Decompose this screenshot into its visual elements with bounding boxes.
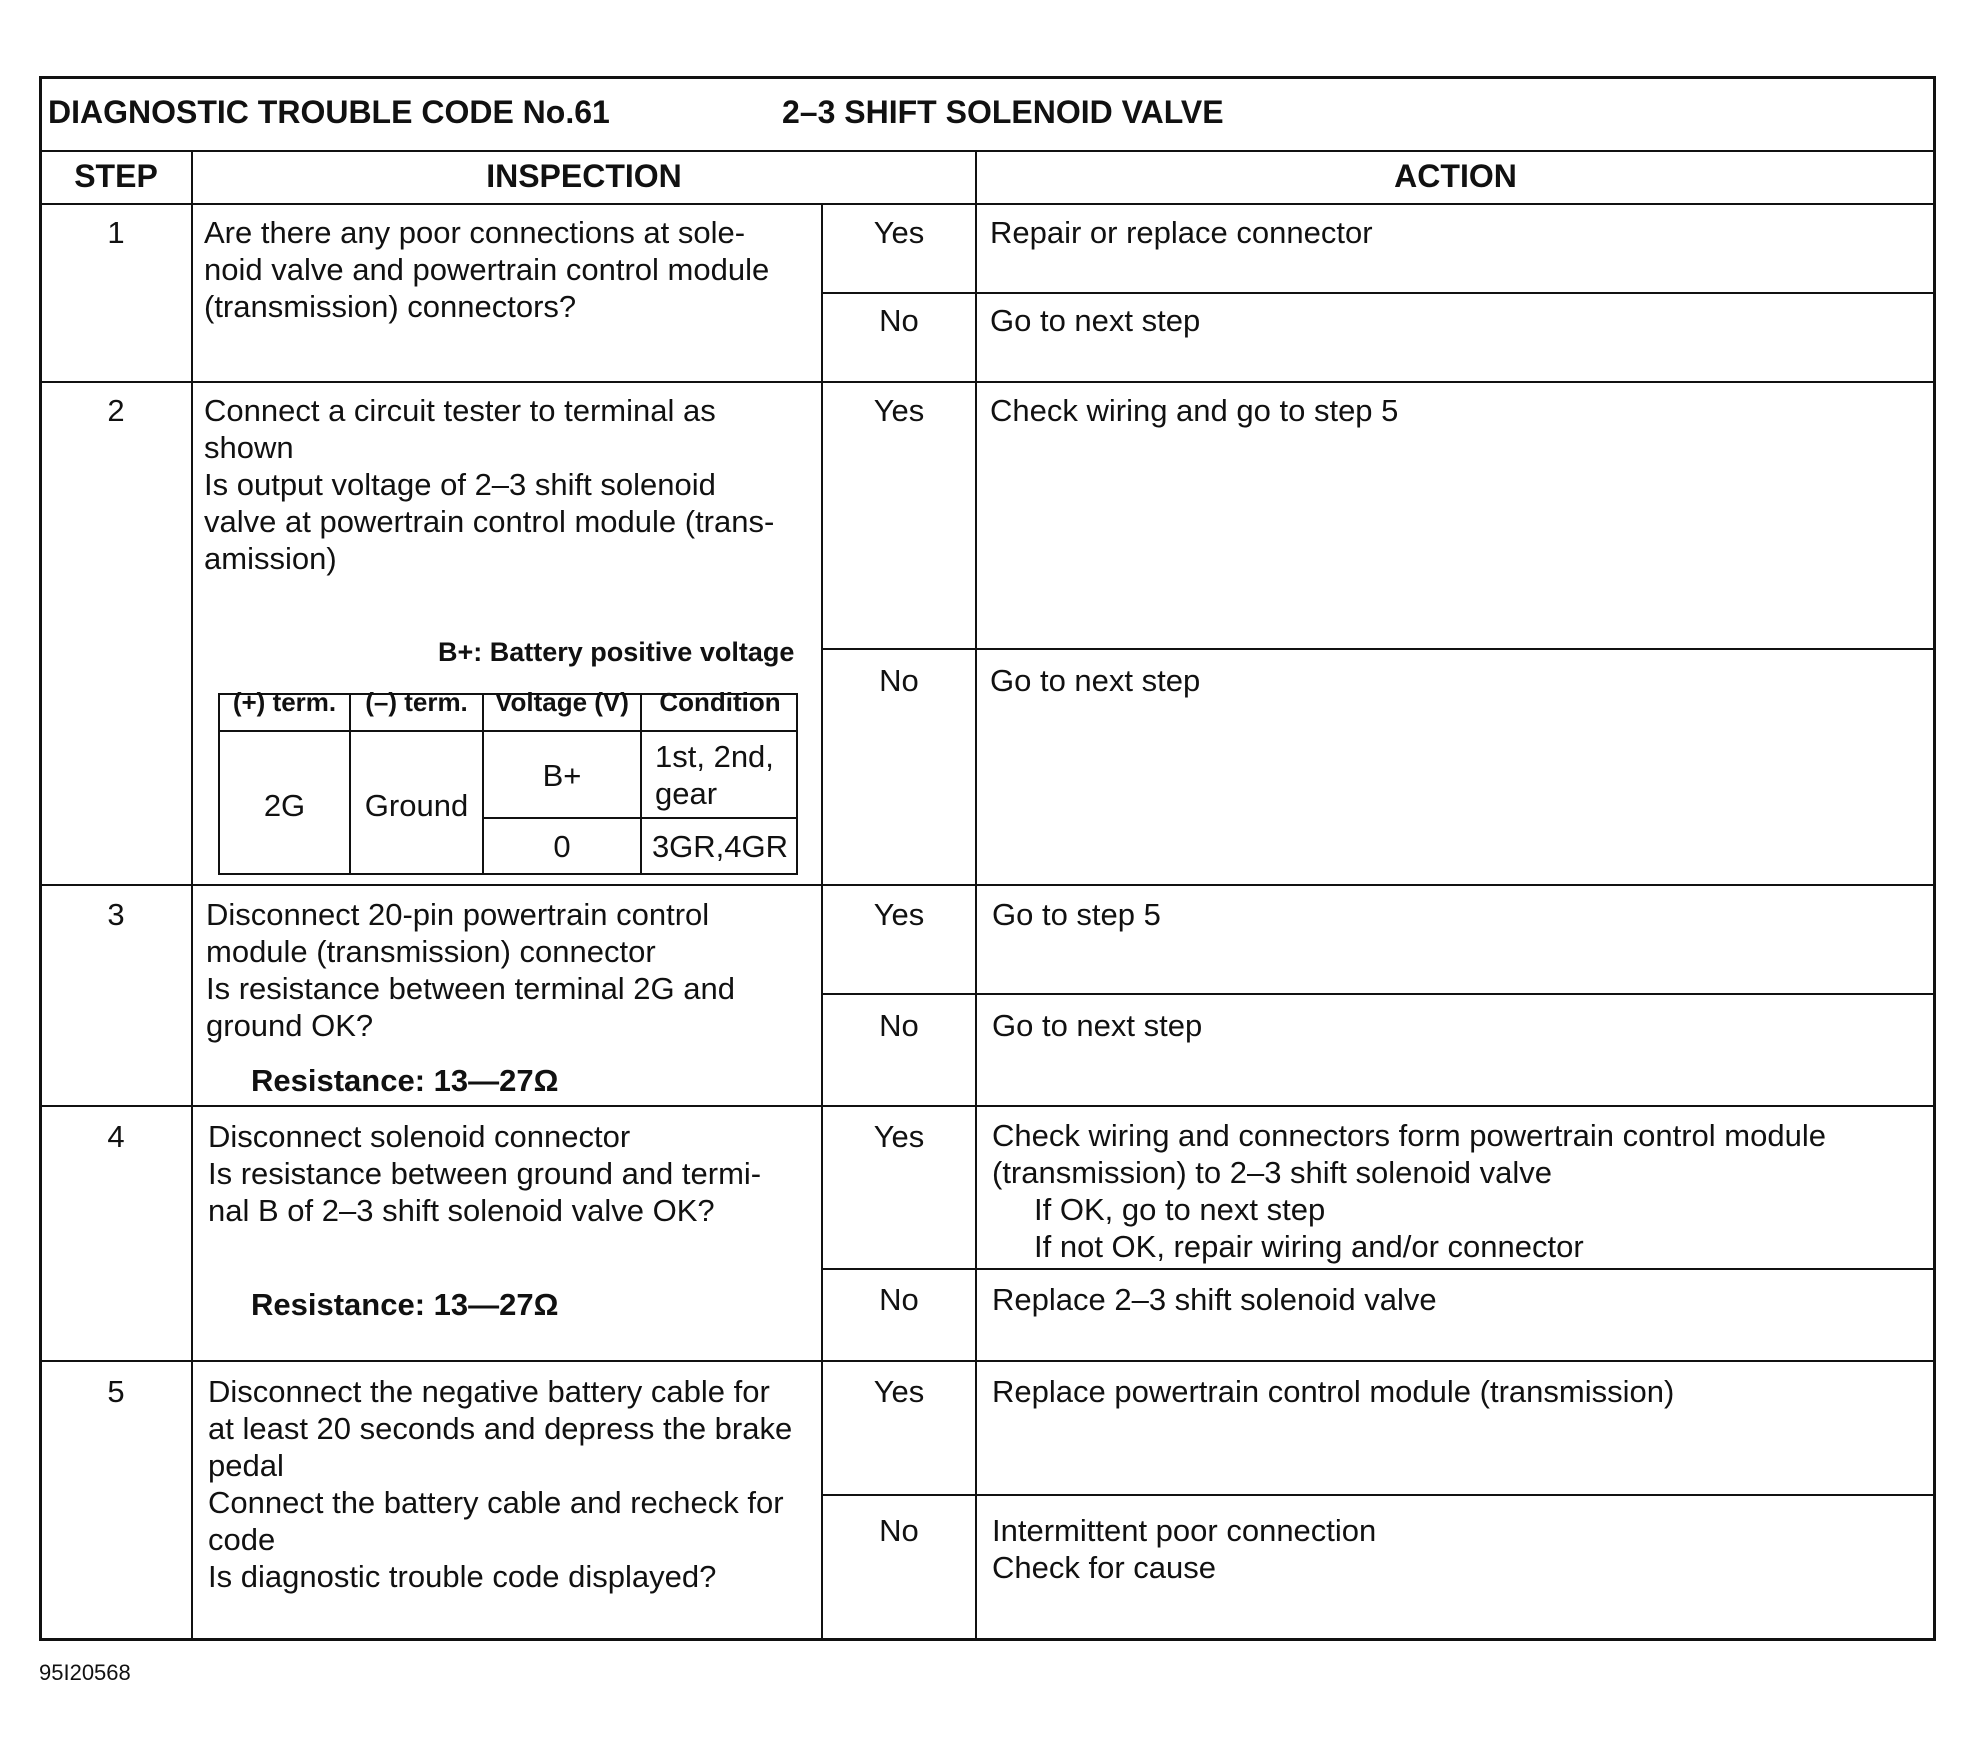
action-line: Check wiring and go to step 5: [990, 393, 1399, 428]
header-inspection: INSPECTION: [486, 158, 682, 194]
inspection-line: Is resistance between terminal 2G and: [206, 971, 735, 1006]
yes-label: Yes: [873, 897, 925, 932]
inspection-line: shown: [204, 430, 294, 465]
no-label: No: [879, 1282, 919, 1317]
action-line: If not OK, repair wiring and/or connector: [1034, 1229, 1584, 1264]
voltage-note: B+: Battery positive voltage: [438, 637, 795, 667]
no-label: No: [879, 1008, 919, 1043]
inspection-line: module (transmission) connector: [206, 934, 656, 969]
inspection-line: Connect a circuit tester to terminal as: [204, 393, 716, 428]
inspection-line: nal B of 2–3 shift solenoid valve OK?: [208, 1193, 715, 1228]
action-line: Replace 2–3 shift solenoid valve: [992, 1282, 1437, 1317]
action-line: Go to next step: [990, 663, 1201, 698]
rule-step2-bottom: [39, 884, 1936, 886]
inspection-line: noid valve and powertrain control module: [204, 252, 770, 287]
voltage-table-header: Voltage (V): [495, 687, 629, 717]
condition-value: gear: [655, 776, 718, 811]
yes-label: Yes: [873, 393, 925, 428]
resistance-spec: Resistance: 13—27Ω: [251, 1287, 559, 1322]
rule-header-bottom: [39, 203, 1936, 205]
rule-step1-split: [821, 292, 1936, 294]
action-line: Go to next step: [990, 303, 1201, 338]
action-line: Intermittent poor connection: [992, 1513, 1377, 1548]
inspection-line: at least 20 seconds and depress the brake: [208, 1411, 793, 1446]
title-name: 2–3 SHIFT SOLENOID VALVE: [782, 94, 1224, 130]
rule-step2-split: [821, 648, 1936, 650]
inspection-line: amission): [204, 541, 337, 576]
action-line: Replace powertrain control module (transmission): [992, 1374, 1675, 1409]
yes-label: Yes: [873, 215, 925, 250]
voltage-value: 0: [553, 829, 571, 864]
yes-label: Yes: [873, 1374, 925, 1409]
rule-step-col: [191, 150, 193, 1640]
step-number: 2: [107, 393, 125, 428]
inspection-line: Is diagnostic trouble code displayed?: [208, 1559, 717, 1594]
action-line: Check wiring and connectors form powertrain control module: [992, 1118, 1826, 1153]
yes-label: Yes: [873, 1119, 925, 1154]
action-line: Go to next step: [992, 1008, 1203, 1043]
action-line: Go to step 5: [992, 897, 1161, 932]
rule-step5-split: [821, 1494, 1936, 1496]
inspection-line: Disconnect 20-pin powertrain control: [206, 897, 710, 932]
voltage-value: B+: [542, 758, 582, 793]
rule-step3-split: [821, 993, 1936, 995]
rule-step4-bottom: [39, 1360, 1936, 1362]
inspection-line: pedal: [208, 1448, 284, 1483]
inspection-line: Disconnect solenoid connector: [208, 1119, 631, 1154]
title-code: DIAGNOSTIC TROUBLE CODE No.61: [48, 94, 610, 130]
inspection-line: Connect the battery cable and recheck for: [208, 1485, 784, 1520]
inspection-line: Is output voltage of 2–3 shift solenoid: [204, 467, 716, 502]
step-number: 1: [107, 215, 125, 250]
inspection-line: code: [208, 1522, 276, 1557]
voltage-table-header: (+) term.: [232, 687, 337, 717]
inspection-line: valve at powertrain control module (trans-: [204, 504, 775, 539]
inspection-line: Disconnect the negative battery cable for: [208, 1374, 770, 1409]
rule-action-col: [975, 150, 977, 1640]
voltage-table-header: Condition: [659, 687, 781, 717]
inspection-line: (transmission) connectors?: [204, 289, 577, 324]
inspection-line: ground OK?: [206, 1008, 374, 1043]
voltage-table-header-rule: [218, 730, 798, 732]
minus-terminal: Ground: [364, 788, 469, 823]
action-line: If OK, go to next step: [1034, 1192, 1326, 1227]
rule-step1-bottom: [39, 381, 1936, 383]
step-number: 3: [107, 897, 125, 932]
condition-value: 3GR,4GR: [651, 829, 789, 864]
figure-id: 95I20568: [39, 1660, 131, 1685]
action-line: (transmission) to 2–3 shift solenoid valve: [992, 1155, 1552, 1190]
header-action: ACTION: [1394, 158, 1517, 194]
no-label: No: [879, 303, 919, 338]
voltage-table-header: (–) term.: [365, 687, 468, 717]
no-label: No: [879, 663, 919, 698]
plus-terminal: 2G: [263, 788, 306, 823]
action-line: Repair or replace connector: [990, 215, 1373, 250]
action-line: Check for cause: [992, 1550, 1216, 1585]
rule-step4-split: [821, 1268, 1936, 1270]
rule-step3-bottom: [39, 1105, 1936, 1107]
inspection-line: Are there any poor connections at sole-: [204, 215, 746, 250]
no-label: No: [879, 1513, 919, 1548]
resistance-spec: Resistance: 13—27Ω: [251, 1063, 559, 1098]
step-number: 4: [107, 1119, 125, 1154]
rule-title-bottom: [39, 150, 1936, 152]
inspection-line: Is resistance between ground and termi-: [208, 1156, 762, 1191]
condition-value: 1st, 2nd,: [655, 739, 774, 774]
header-step: STEP: [74, 158, 158, 194]
step-number: 5: [107, 1374, 125, 1409]
